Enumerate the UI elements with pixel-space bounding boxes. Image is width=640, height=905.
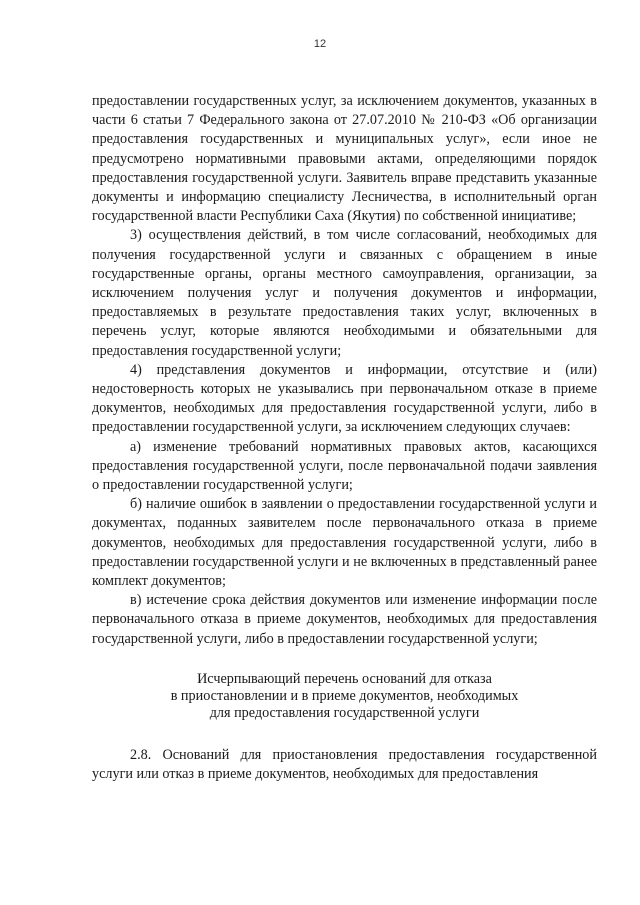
spacer <box>92 722 597 746</box>
document-body <box>92 92 597 784</box>
section-heading <box>92 671 597 722</box>
paragraph-2-8: 2.8. Оснований для приостановления предоставления государственной услуги или отказ в приеме документов, необходимых для предоставления <box>92 746 597 783</box>
paragraph-item-4: 4) представления документов и информации, отсутствие и (или) недостоверность которых не указывались при первоначальном отказе в приеме документов, необходимых для предоставления государственной услуги, либо в предоставлении государственной услуги, за исключением следующих случаев: <box>92 361 597 436</box>
page-number: 12 <box>313 38 327 50</box>
section-heading-line-2: в приостановлении и в приеме документов, необходимых <box>170 687 519 704</box>
section-heading-line-3: для предоставления государственной услуги <box>209 704 480 721</box>
paragraph-subitem-b: б) наличие ошибок в заявлении о предоставлении государственной услуги и документах, поданных заявителем после первоначального отказа в приеме документов, необходимых для предоставления государственной услуги, либо в предоставлении государственной услуги и не включенных в представленный ранее комплект документов; <box>92 496 597 590</box>
section-heading-line-1: Исчерпывающий перечень оснований для отказа <box>197 670 492 687</box>
paragraph-subitem-v: в) истечение срока действия документов или изменение информации после первоначального отказа в приеме документов, необходимых для предоставления государственной услуги, либо в предоставлении государственной услуги; <box>92 592 597 647</box>
paragraph-continuation: предоставлении государственных услуг, за исключением документов, указанных в части 6 статьи 7 Федерального закона от 27.07.2010 № 210-ФЗ «Об организации предоставления государственных и муниципальных услуг», если иное не предусмотрено нормативными правовыми актами, определяющими порядок предоставления государственной услуги. Заявитель вправе представить указанные документы и информацию специалисту Лесничества, в исполнительный орган государственной власти Республики Саха (Якутия) по собственной инициативе; <box>92 93 597 225</box>
paragraph-subitem-a: а) изменение требований нормативных правовых актов, касающихся предоставления государственной услуги, после первоначальной подачи заявления о предоставлении государственной услуги; <box>92 438 597 494</box>
paragraph-item-3: 3) осуществления действий, в том числе согласований, необходимых для получения государственной услуги и связанных с обращением в иные государственные органы, органы местного самоуправления, организации, за исключением получения услуг и получения документов и информации, предоставляемых в результате предоставления таких услуг, включенных в перечень услуг, которые являются необходимыми и обязательными для предоставления государственной услуги; <box>92 227 597 359</box>
